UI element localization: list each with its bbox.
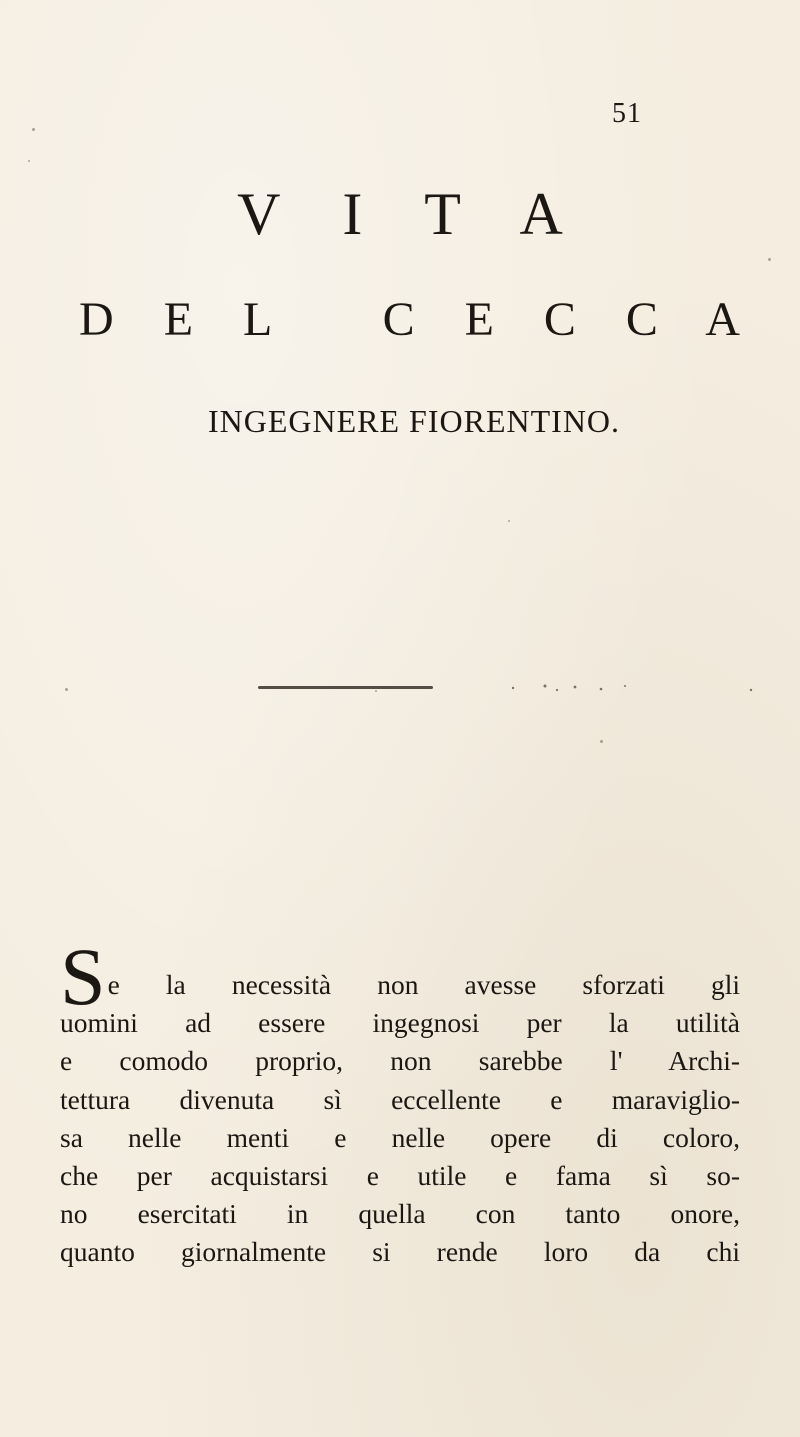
divider-rule	[258, 686, 433, 689]
body-line-5: sa nelle menti e nelle opere di coloro,	[60, 1121, 740, 1153]
body-line-8: quanto giornalmente si rende loro da chi	[60, 1236, 740, 1268]
title-vita: V I T A	[237, 181, 587, 247]
page-number: 51	[612, 98, 642, 129]
dropcap-letter: S	[60, 931, 106, 1022]
body-line-6: che per acquistarsi e utile e fama sì so-	[60, 1160, 740, 1192]
body-line-3: e comodo proprio, non sarebbe l' Archi-	[60, 1045, 740, 1077]
body-line-1: e la necessità non avesse sforzati gli	[107, 969, 740, 1000]
body-line-2: uomini ad essere ingegnosi per la utilità	[60, 1007, 740, 1039]
body-text	[60, 931, 740, 1272]
body-line-7: no esercitati in quella con tanto onore,	[60, 1198, 740, 1230]
body-line-4: tettura divenuta sì eccellente e maraviglio-	[60, 1083, 740, 1115]
title-del-cecca: D E L C E C C A	[79, 293, 759, 346]
subtitle: INGEGNERE FIORENTINO.	[207, 403, 621, 439]
ink-smudge-decoration	[505, 678, 765, 698]
